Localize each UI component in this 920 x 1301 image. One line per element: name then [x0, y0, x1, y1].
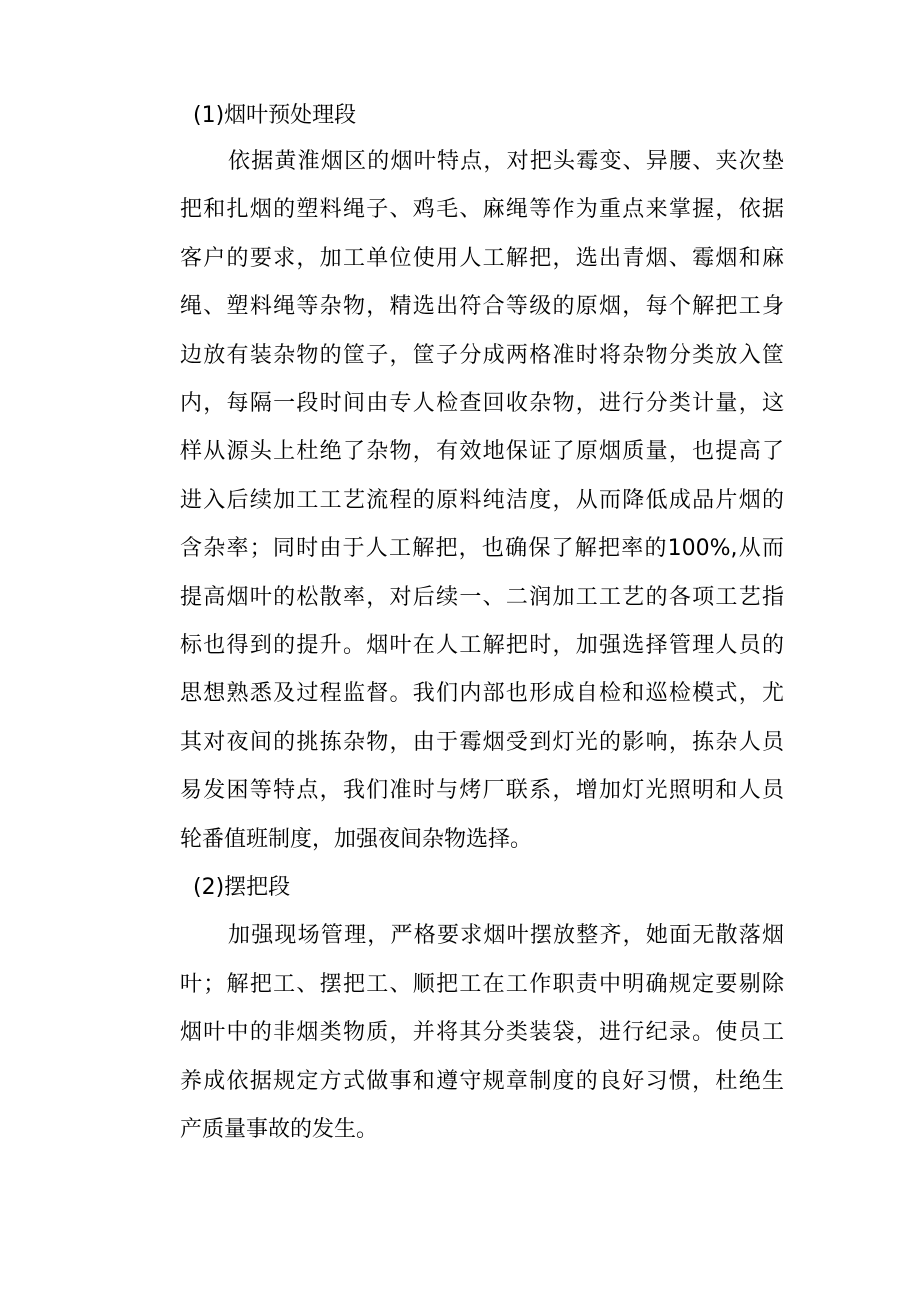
section-1-line: 其对夜间的挑拣杂物，由于霉烟受到灯光的影响，拣杂人员 [180, 730, 784, 755]
section-2-heading: (2)摆把段 [193, 875, 291, 900]
section-1-line: 依据黄淮烟区的烟叶特点，对把头霉变、异腰、夹次垫 [228, 149, 784, 174]
section-1-line: 把和扎烟的塑料绳子、鸡毛、麻绳等作为重点来掌握，依据 [180, 197, 784, 222]
section-1-line: 客户的要求，加工单位使用人工解把，选出青烟、霉烟和麻 [180, 246, 784, 271]
section-2-line: 养成依据规定方式做事和遵守规章制度的良好习惯，杜绝生 [180, 1069, 784, 1094]
section-1-line: 思想熟悉及过程监督。我们内部也形成自检和巡检模式，尤 [180, 681, 784, 706]
section-1-line: 易发困等特点，我们准时与烤厂联系，增加灯光照明和人员 [180, 778, 784, 803]
section-1-line: 样从源头上杜绝了杂物，有效地保证了原烟质量，也提高了 [180, 439, 784, 464]
section-1-line: 绳、塑料绳等杂物，精选出符合等级的原烟，每个解把工身 [180, 294, 784, 319]
section-1-line: 轮番值班制度，加强夜间杂物选择。 [180, 827, 533, 852]
section-2-line: 产质量事故的发生。 [180, 1117, 379, 1142]
section-1-line: 含杂率；同时由于人工解把，也确保了解把率的100%,从而 [180, 536, 784, 561]
section-1-line: 提高烟叶的松散率，对后续一、二润加工工艺的各项工艺指 [180, 585, 784, 610]
section-1-heading: (1)烟叶预处理段 [193, 103, 357, 128]
section-1-line: 边放有装杂物的筐子，筐子分成两格准时将杂物分类放入筐 [180, 343, 784, 368]
section-2-line: 叶；解把工、摆把工、顺把工在工作职责中明确规定要剔除 [180, 972, 784, 997]
section-1-line: 进入后续加工工艺流程的原料纯洁度，从而降低成品片烟的 [180, 488, 784, 513]
section-2-line: 加强现场管理，严格要求烟叶摆放整齐，她面无散落烟 [228, 923, 784, 948]
section-2-line: 烟叶中的非烟类物质，并将其分类装袋，进行纪录。使员工 [180, 1020, 784, 1045]
section-1-line: 标也得到的提升。烟叶在人工解把时，加强选择管理人员的 [180, 633, 784, 658]
section-1-line: 内，每隔一段时间由专人检查回收杂物，进行分类计量，这 [180, 391, 784, 416]
